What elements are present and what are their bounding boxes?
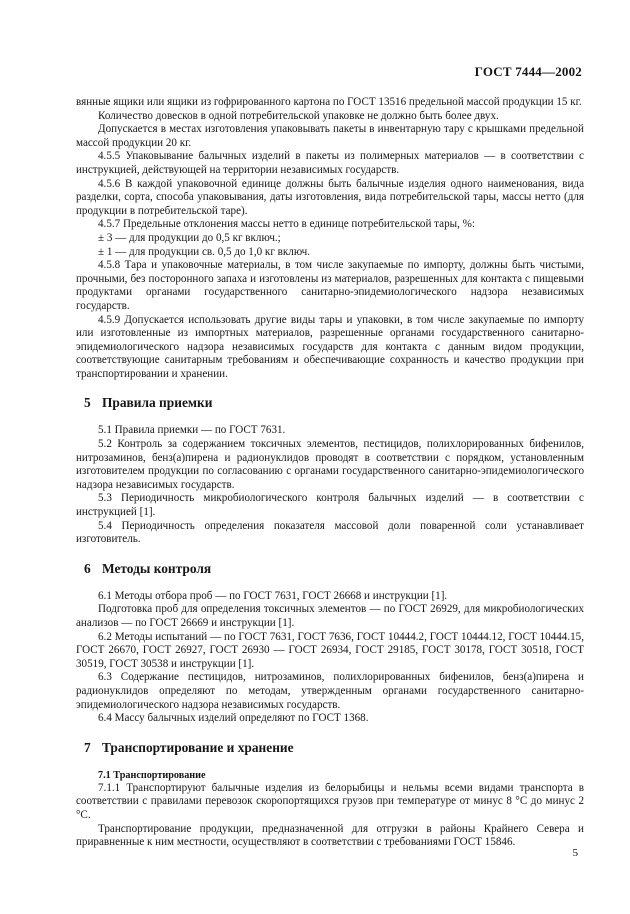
paragraph: 4.5.8 Тара и упаковочные материалы, в том числе закупаемые по импорту, должны быть чистыми, прочными, без посторонного запаха и изготовлены из материалов, разрешенных для контакта с пищевыми продуктами органами государственного санитарно-эпидемиологического надзора независимых государств. bbox=[76, 259, 584, 312]
paragraph: вянные ящики или ящики из гофрированного картона по ГОСТ 13516 предельной массой продукции 15 кг. bbox=[76, 96, 582, 108]
paragraph: 7.1.1 Транспортируют балычные изделия из белорыбицы и нельмы всеми видами транспорта в соответствии с правилами перевозок скоропортящихся грузов при температуре от минус 8 °С до минус 2 °С. bbox=[76, 781, 584, 821]
paragraph: 6.4 Массу балычных изделий определяют по ГОСТ 1368. bbox=[98, 712, 369, 725]
document-body bbox=[76, 96, 584, 850]
page-number: 5 bbox=[572, 847, 578, 859]
section-5-paragraphs bbox=[76, 424, 584, 546]
subsection-7-1-heading: 7.1 Транспортирование bbox=[98, 769, 206, 781]
paragraph: 6.3 Содержание пестицидов, нитрозаминов, полихлорированных бифенилов, бенз(а)пирена и радионуклидов определяют по методам, утвержденным органами государственного санитарно-эпидемиологического надзора независимых государств. bbox=[76, 671, 584, 711]
paragraph: 5.3 Периодичность микробиологического контроля балычных изделий — в соответствии с инструкцией [1]. bbox=[76, 492, 584, 519]
paragraph: 5.1 Правила приемки — по ГОСТ 7631. bbox=[98, 424, 286, 437]
paragraph: 6.2 Методы испытаний — по ГОСТ 7631, ГОСТ 7636, ГОСТ 10444.2, ГОСТ 10444.12, ГОСТ 10444.15, ГОСТ 26670, ГОСТ 26927, ГОСТ 26930 — ГОСТ 26934, ГОСТ 29185, ГОСТ 30178, ГОСТ 30518, ГОСТ 30519, ГОСТ 30538 и инструкции [1]. bbox=[76, 630, 584, 670]
section-7-paragraphs bbox=[76, 782, 584, 850]
section-7-heading bbox=[76, 740, 584, 756]
paragraph: 4.5.5 Упаковывание балычных изделий в пакеты из полимерных материалов — в соответствии с инструкцией, действующей на территории независимых государств. bbox=[76, 150, 584, 176]
paragraph: Количество довесков в одной потребительской упаковке не должно быть более двух. bbox=[98, 109, 499, 122]
paragraph: 4.5.6 В каждой упаковочной единице должны быть балычные изделия одного наименования, вида разделки, сорта, способа упаковывания, даты изготовления, вида потребительской тары, массы нетто (для продукции в потребительской таре). bbox=[76, 177, 584, 217]
top-paragraphs bbox=[76, 96, 584, 381]
section-7-title: Транспортирование и хранение bbox=[102, 739, 294, 755]
paragraph: Допускается в местах изготовления упаковывать пакеты в инвентарную тару с крышками предельной массой продукции 20 кг. bbox=[76, 123, 584, 149]
section-5-title: Правила приемки bbox=[102, 395, 213, 411]
paragraph: 5.2 Контроль за содержанием токсичных элементов, пестицидов, полихлорированных бифенилов, нитрозаминов, бенз(а)пирена и радионуклидов проводят в соответствии с порядком, установленным изготовителем продукции по согласованию с органами государственного санитарно-эпидемиологического надзора независимых государств. bbox=[76, 438, 584, 491]
paragraph: Подготовка проб для определения токсичных элементов — по ГОСТ 26929, для микробиологических анализов — по ГОСТ 26669 и инструкции [1]. bbox=[76, 603, 584, 629]
doc-code-header: ГОСТ 7444—2002 bbox=[474, 64, 582, 79]
section-6-paragraphs bbox=[76, 590, 584, 726]
paragraph: 4.5.9 Допускается использовать другие виды тары и упаковки, в том числе закупаемые по импорту или изготовленные из импортных материалов, разрешенные органами государственного санитарно-эпидемиологического надзора независимых государств для контакта с данным видом продукции, соответствующие санитарным требованиям и обеспечивающие сохранность и качество продукции при транспортировании и хранении. bbox=[76, 313, 584, 380]
section-5-number: 5 bbox=[84, 395, 91, 411]
section-6-number: 6 bbox=[84, 560, 91, 576]
section-5-heading bbox=[76, 395, 584, 411]
paragraph: 6.1 Методы отбора проб — по ГОСТ 7631, ГОСТ 26668 и инструкции [1]. bbox=[98, 589, 448, 602]
paragraph: ± 3 — для продукции до 0,5 кг включ.; bbox=[98, 231, 281, 244]
paragraph: ± 1 — для продукции св. 0,5 до 1,0 кг включ. bbox=[98, 245, 311, 258]
paragraph: Транспортирование продукции, предназначенной для отгрузки в районы Крайнего Севера и приравненные к ним местности, осуществляют в соответствии с требованиями ГОСТ 15846. bbox=[76, 822, 584, 849]
section-6-heading bbox=[76, 561, 584, 577]
paragraph: 5.4 Периодичность определения показателя массовой доли поваренной соли устанавливает изготовитель. bbox=[76, 519, 584, 546]
section-6-title: Методы контроля bbox=[102, 560, 212, 576]
section-7-number: 7 bbox=[84, 739, 91, 755]
paragraph: 4.5.7 Предельные отклонения массы нетто в единице потребительской тары, %: bbox=[98, 218, 475, 231]
